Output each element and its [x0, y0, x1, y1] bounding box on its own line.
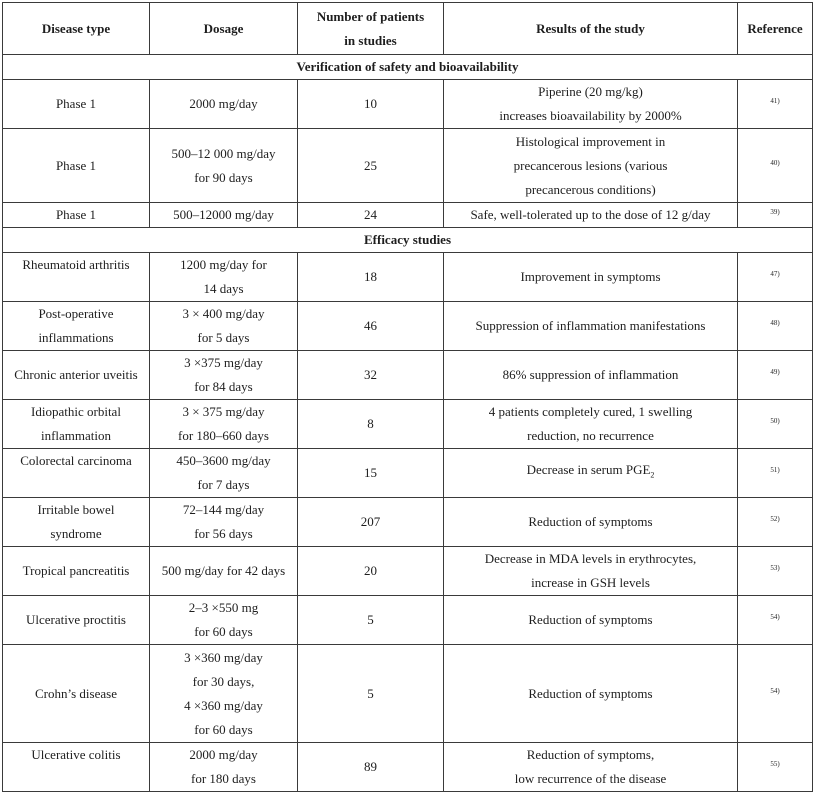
results-line: Histological improvement in [515, 133, 666, 149]
results-cell [444, 80, 738, 129]
dosage-cell [150, 351, 298, 400]
disease-cell [3, 253, 150, 302]
disease-cell [3, 498, 150, 547]
reference-cell [738, 351, 813, 400]
reference-cell [738, 498, 813, 547]
dosage-line: for 90 days [194, 169, 253, 185]
dosage-cell [150, 80, 298, 129]
disease-cell [3, 129, 150, 203]
patients-cell: 25 [298, 129, 444, 203]
reference-number: 55) [770, 760, 780, 768]
results-line: Safe, well-tolerated up to the dose of 12 g/day [470, 207, 711, 222]
dosage-cell [150, 302, 298, 351]
reference-number: 49) [770, 368, 780, 376]
reference-cell [738, 302, 813, 351]
results-line: Improvement in symptoms [520, 269, 661, 284]
patients-cell: 5 [298, 645, 444, 743]
results-line: Reduction of symptoms [528, 612, 653, 627]
dosage-line: for 180–660 days [178, 428, 269, 443]
table-row [3, 645, 813, 743]
results-line: Suppression of inflammation manifestations [475, 318, 706, 333]
patients-cell: 20 [298, 547, 444, 596]
dosage-cell [150, 743, 298, 792]
patients-cell: 32 [298, 351, 444, 400]
dosage-line: 500–12 000 mg/day [171, 145, 276, 161]
dosage-line: for 60 days [194, 721, 253, 737]
results-line: precancerous lesions (various [513, 157, 668, 173]
dosage-line: for 180 days [191, 771, 256, 786]
disease-line: inflammation [40, 428, 112, 443]
results-line: reduction, no recurrence [527, 428, 654, 443]
disease-cell [3, 547, 150, 596]
reference-cell [738, 743, 813, 792]
dosage-cell [150, 400, 298, 449]
disease-cell [3, 596, 150, 645]
disease-line: Ulcerative colitis [31, 747, 121, 762]
reference-number: 54) [770, 613, 780, 621]
results-cell [444, 547, 738, 596]
dosage-line: 450–3600 mg/day [176, 453, 271, 468]
results-cell [444, 351, 738, 400]
reference-number: 47) [770, 270, 780, 278]
results-line: Decrease in serum PGE [526, 462, 651, 478]
results-subscript: 2 [650, 470, 655, 480]
dosage-line: 2000 mg/day [189, 96, 258, 111]
dosage-cell [150, 547, 298, 596]
dosage-line: for 60 days [194, 624, 253, 639]
results-line: Reduction of symptoms, [526, 747, 655, 762]
disease-cell [3, 351, 150, 400]
dosage-line: for 56 days [194, 526, 253, 541]
disease-line: Phase 1 [55, 96, 97, 111]
table-row [3, 253, 813, 302]
dosage-line: for 30 days, [192, 673, 255, 689]
dosage-cell [150, 596, 298, 645]
patients-cell: 8 [298, 400, 444, 449]
reference-cell [738, 129, 813, 203]
dosage-cell [150, 253, 298, 302]
results-line: Reduction of symptoms [528, 685, 653, 701]
disease-line: Rheumatoid arthritis [22, 257, 130, 272]
results-cell [444, 129, 738, 203]
disease-cell [3, 80, 150, 129]
disease-line: Post-operative [38, 306, 114, 321]
table-row [3, 596, 813, 645]
reference-number: 39) [770, 208, 780, 216]
table-row [3, 203, 813, 228]
dosage-cell [150, 203, 298, 228]
table-row [3, 351, 813, 400]
disease-cell [3, 449, 150, 498]
patients-cell: 5 [298, 596, 444, 645]
header-results: Results of the study [444, 3, 738, 55]
reference-number: 41) [770, 97, 780, 105]
table-row [3, 449, 813, 498]
patients-cell: 15 [298, 449, 444, 498]
section-title: Efficacy studies [3, 228, 813, 253]
reference-cell [738, 596, 813, 645]
table-row [3, 400, 813, 449]
dosage-line: for 7 days [197, 477, 250, 492]
reference-cell [738, 80, 813, 129]
dosage-line: 1200 mg/day for [180, 257, 267, 272]
patients-cell: 89 [298, 743, 444, 792]
header-dosage: Dosage [150, 3, 298, 55]
dosage-line: 3 ×360 mg/day [184, 649, 263, 665]
dosage-line: 72–144 mg/day [182, 502, 265, 517]
section-title: Verification of safety and bioavailability [3, 55, 813, 80]
header-disease-type: Disease type [3, 3, 150, 55]
disease-line: inflammations [38, 330, 114, 345]
reference-number: 48) [770, 319, 780, 327]
disease-line: Phase 1 [55, 157, 97, 173]
disease-line: Ulcerative proctitis [26, 612, 126, 627]
disease-cell [3, 400, 150, 449]
table-row [3, 302, 813, 351]
patients-cell: 18 [298, 253, 444, 302]
dosage-line: 3 × 400 mg/day [182, 306, 265, 321]
results-line: increases bioavailability by 2000% [499, 108, 682, 123]
disease-line: syndrome [50, 526, 102, 541]
disease-line: Crohn’s disease [35, 685, 117, 701]
reference-number: 50) [770, 417, 780, 425]
patients-cell: 46 [298, 302, 444, 351]
table-body [3, 55, 813, 792]
dosage-line: 14 days [203, 281, 244, 296]
dosage-line: 500–12000 mg/day [173, 207, 274, 222]
results-line: 4 patients completely cured, 1 swelling [488, 404, 693, 419]
dosage-line: 3 × 375 mg/day [182, 404, 265, 419]
dosage-line: 2–3 ×550 mg [188, 600, 259, 615]
reference-cell [738, 449, 813, 498]
dosage-line: 500 mg/day for 42 days [161, 563, 286, 578]
results-line: 86% suppression of inflammation [502, 367, 679, 382]
disease-line: Irritable bowel [37, 502, 115, 517]
dosage-line: for 5 days [197, 330, 250, 345]
reference-cell [738, 203, 813, 228]
results-cell [444, 203, 738, 228]
header-reference: Reference [738, 3, 813, 55]
dosage-line: for 84 days [194, 379, 253, 394]
patients-cell: 10 [298, 80, 444, 129]
results-cell [444, 498, 738, 547]
results-cell [444, 743, 738, 792]
reference-cell [738, 400, 813, 449]
reference-number: 52) [770, 515, 780, 523]
section-safety [3, 55, 813, 80]
reference-cell [738, 253, 813, 302]
study-table [2, 2, 813, 792]
table-row [3, 498, 813, 547]
table-row [3, 129, 813, 203]
dosage-cell [150, 449, 298, 498]
results-line: Reduction of symptoms [528, 514, 653, 529]
dosage-line: 3 ×375 mg/day [184, 355, 263, 370]
header-row [3, 3, 813, 55]
disease-line: Idiopathic orbital [31, 404, 121, 419]
results-line: precancerous conditions) [525, 181, 656, 197]
reference-number: 40) [770, 158, 780, 167]
disease-line: Tropical pancreatitis [22, 563, 130, 578]
disease-line: Chronic anterior uveitis [14, 367, 138, 382]
reference-number: 51) [770, 466, 780, 474]
results-line: increase in GSH levels [531, 575, 650, 590]
header-patients [298, 3, 444, 55]
reference-number: 54) [770, 686, 780, 695]
patients-cell: 24 [298, 203, 444, 228]
table-row [3, 547, 813, 596]
header-patients-line1: Number of patients [316, 8, 425, 24]
reference-cell [738, 645, 813, 743]
disease-line: Phase 1 [55, 207, 97, 222]
table-row [3, 80, 813, 129]
dosage-line: 2000 mg/day [189, 747, 258, 762]
disease-cell [3, 203, 150, 228]
results-cell [444, 302, 738, 351]
results-cell [444, 596, 738, 645]
disease-line: Colorectal carcinoma [20, 453, 132, 468]
results-cell [444, 645, 738, 743]
patients-cell: 207 [298, 498, 444, 547]
results-line: Decrease in MDA levels in erythrocytes, [484, 551, 697, 566]
results-line: Piperine (20 mg/kg) [538, 84, 643, 99]
results-cell [444, 449, 738, 498]
dosage-cell [150, 498, 298, 547]
reference-number: 53) [770, 564, 780, 572]
disease-cell [3, 743, 150, 792]
dosage-line: 4 ×360 mg/day [184, 697, 263, 713]
section-efficacy [3, 228, 813, 253]
dosage-cell [150, 129, 298, 203]
results-cell [444, 400, 738, 449]
dosage-cell [150, 645, 298, 743]
results-line: low recurrence of the disease [514, 771, 667, 786]
results-cell [444, 253, 738, 302]
reference-cell [738, 547, 813, 596]
disease-cell [3, 645, 150, 743]
header-patients-line2: in studies [344, 32, 397, 48]
table-row [3, 743, 813, 792]
disease-cell [3, 302, 150, 351]
